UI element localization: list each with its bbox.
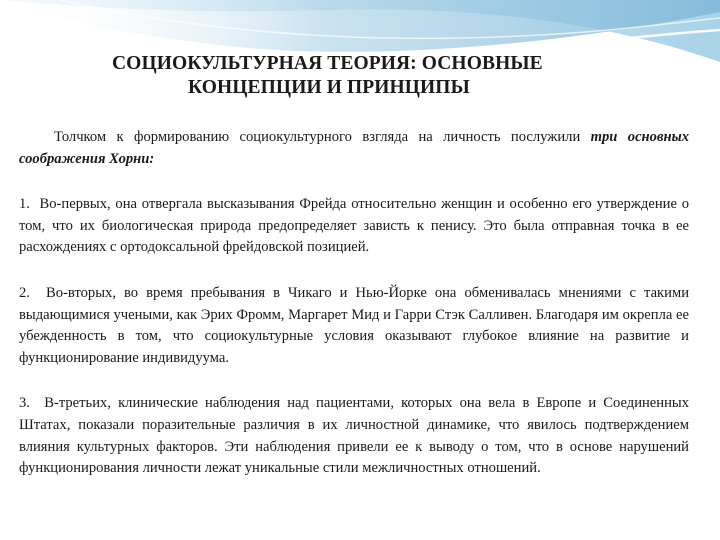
list-item-number: 2. (19, 284, 30, 301)
list-item-text: В-третьих, клинические наблюдения над пациентами, которых она вела в Европе и Соединенных Штатах, показали поразительные различия в их личностной динамике, что явилось подтверждением влияния культурных факторов. Эти наблюдения привели ее к выводу о том, что в основе нарушений функционирования личности лежат уникальные стили межличностных отношений. (19, 395, 690, 477)
list-item-text: Во-вторых, во время пребывания в Чикаго и Нью-Йорке она обменивалась мнениями с такими выдающимися учеными, как Эрих Фромм, Маргарет Мид и Гарри Стэк Салливен. Благодаря им окрепла ее убежденность в том, что социокультурные условия оказывают глубокое влияние на развитие и функционирование индивидуума. (19, 284, 690, 366)
intro-emphasis: три основных соображения Хорни: (19, 129, 689, 167)
list-item (19, 194, 689, 259)
list-item-text: Во-первых, она отвергала высказывания Фрейда относительно женщин и особенно его утверждение о том, что их биологическая природа предопределяет зависть к пенису. Это была отправная точка в ее расхождениях с ортодоксальной фрейдовской позицией. (19, 196, 690, 256)
page-title (60, 52, 700, 100)
intro-text: Толчком к формированию социокультурного взгляда на личность послужили (54, 129, 591, 145)
title-line-2: КОНЦЕПЦИИ И ПРИНЦИПЫ (188, 77, 470, 98)
list-item-number: 3. (19, 395, 30, 412)
list-item (19, 283, 689, 369)
title-line-1: СОЦИОКУЛЬТУРНАЯ ТЕОРИЯ: ОСНОВНЫЕ (112, 53, 543, 74)
list-item (19, 393, 689, 479)
body-text (19, 127, 689, 480)
intro-paragraph (19, 127, 689, 170)
list-item-number: 1. (19, 196, 30, 213)
